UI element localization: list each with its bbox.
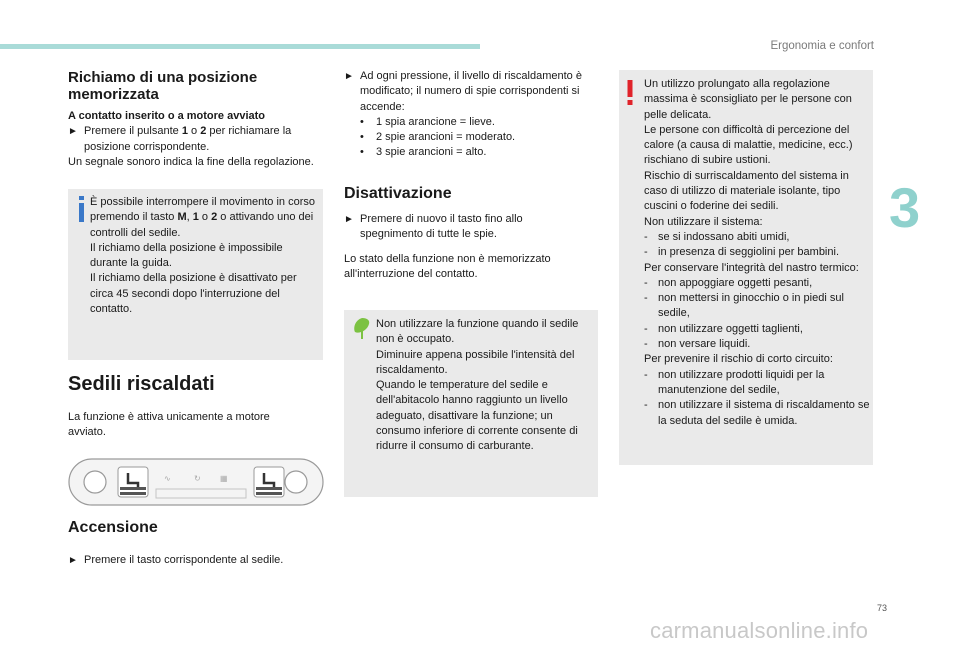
warning-list-item: - non versare liquidi. [644, 338, 751, 351]
warning-list-item: - non appoggiare oggetti pesanti, [644, 276, 813, 289]
watermark: carmanualsonline.info [650, 618, 869, 643]
recall-step: ► Premere il pulsante 1 o 2 per richiamare la posizione corrispondente. [68, 124, 323, 155]
level-item: • 2 spie arancioni = moderato. [360, 131, 516, 144]
warning-p6: Per prevenire il rischio di corto circuito: [644, 353, 833, 366]
activation-title: Accensione [68, 519, 158, 536]
recall-title: Richiamo di una posizione memorizzata [68, 69, 258, 103]
svg-text:↻: ↻ [194, 474, 201, 483]
warning-list-item: - in presenza di seggiolini per bambini. [644, 246, 839, 259]
recall-signal: Un segnale sonoro indica la fine della regolazione. [68, 155, 314, 168]
heated-seat-control-panel-illustration [68, 457, 324, 514]
warning-list-item: - non utilizzare il sistema di riscaldamento se la seduta del sedile è umida. [644, 399, 870, 427]
eco-box [344, 310, 598, 497]
eco-line: Diminuire appena possibile l'intensità del riscaldamento. [376, 348, 575, 376]
chapter-number: 3 [889, 176, 921, 239]
info-p1: È possibile interrompere il movimento in corso premendo il tasto M, 1 o 2 o attivando uno dei controlli del sedile. [90, 196, 315, 239]
info-p3: Il richiamo della posizione è disattivato per circa 45 secondi dopo l'interruzione del contatto. [90, 272, 297, 316]
warning-exclamation-icon [625, 80, 635, 111]
svg-text:▦: ▦ [220, 474, 228, 483]
warning-p1: Un utilizzo prolungato alla regolazione massima è sconsigliato per le persone con pelle delicata. [644, 78, 852, 121]
warning-p3: Rischio di surriscaldamento del sistema in caso di utilizzo di materiale isolante, tipo cuscini o foderine dei sedili. [644, 169, 849, 213]
eco-line: Quando le temperature del sedile e dell'abitacolo hanno raggiunto un livello adeguato, disattivare la funzione; un consumo inferiore di corrente consente di ridurre il consumo di carburante. [376, 379, 578, 453]
level-item: • 1 spia arancione = lieve. [360, 115, 495, 128]
activation-step: ► Premere il tasto corrispondente al sedile. [68, 553, 318, 568]
warning-p2: Le persone con difficoltà di percezione del calore (a causa di malattie, medicine, ecc.) rischiano di subire ustioni. [644, 123, 853, 167]
deactivation-note: Lo stato della funzione non è memorizzato all'interruzione del contatto. [344, 253, 551, 281]
warning-box [619, 70, 873, 465]
info-p2: Il richiamo della posizione è impossibile durante la guida. [90, 241, 283, 270]
info-flag-icon [77, 196, 87, 227]
section-title: Ergonomia e confort [770, 40, 874, 52]
warning-list-item: - se si indossano abiti umidi, [644, 230, 790, 243]
header-accent-bar [0, 44, 480, 49]
warning-list-item: - non utilizzare prodotti liquidi per la manutenzione del sedile, [644, 368, 825, 396]
page-number: 73 [877, 603, 888, 613]
warning-p4: Non utilizzare il sistema: [644, 215, 763, 228]
eco-line: Non utilizzare la funzione quando il sedile non è occupato. [376, 318, 579, 346]
warning-p5: Per conservare l'integrità del nastro termico: [644, 261, 859, 274]
press-description: ► Ad ogni pressione, il livello di riscaldamento è modificato; il numero di spie corrispondenti si accende: • 1 spia arancione = lieve. • 2 spie arancioni = moderato. • 3 spie arancioni = alto. [344, 69, 598, 161]
eco-leaf-icon [352, 316, 372, 345]
recall-body [68, 109, 323, 170]
arrow-right-icon: ► [344, 71, 354, 82]
level-item: • 3 spie arancioni = alto. [360, 146, 487, 159]
recall-condition: A contatto inserito o a motore avviato [68, 110, 266, 122]
heated-seats-title: Sedili riscaldati [68, 373, 215, 395]
svg-text:∿: ∿ [164, 474, 171, 483]
info-box [68, 189, 323, 360]
warning-list-item: - non mettersi in ginocchio o in piedi sul sedile, [644, 292, 844, 320]
deactivation-title: Disattivazione [344, 185, 452, 202]
warning-list-item: - non utilizzare oggetti taglienti, [644, 322, 803, 335]
arrow-right-icon: ► [68, 126, 78, 138]
deactivation-step: ► Premere di nuovo il tasto fino allo spegnimento di tutte le spie. [344, 212, 584, 243]
arrow-right-icon: ► [68, 555, 78, 566]
heated-seats-text: La funzione è attiva unicamente a motore avviato. [68, 411, 270, 439]
arrow-right-icon: ► [344, 214, 354, 225]
